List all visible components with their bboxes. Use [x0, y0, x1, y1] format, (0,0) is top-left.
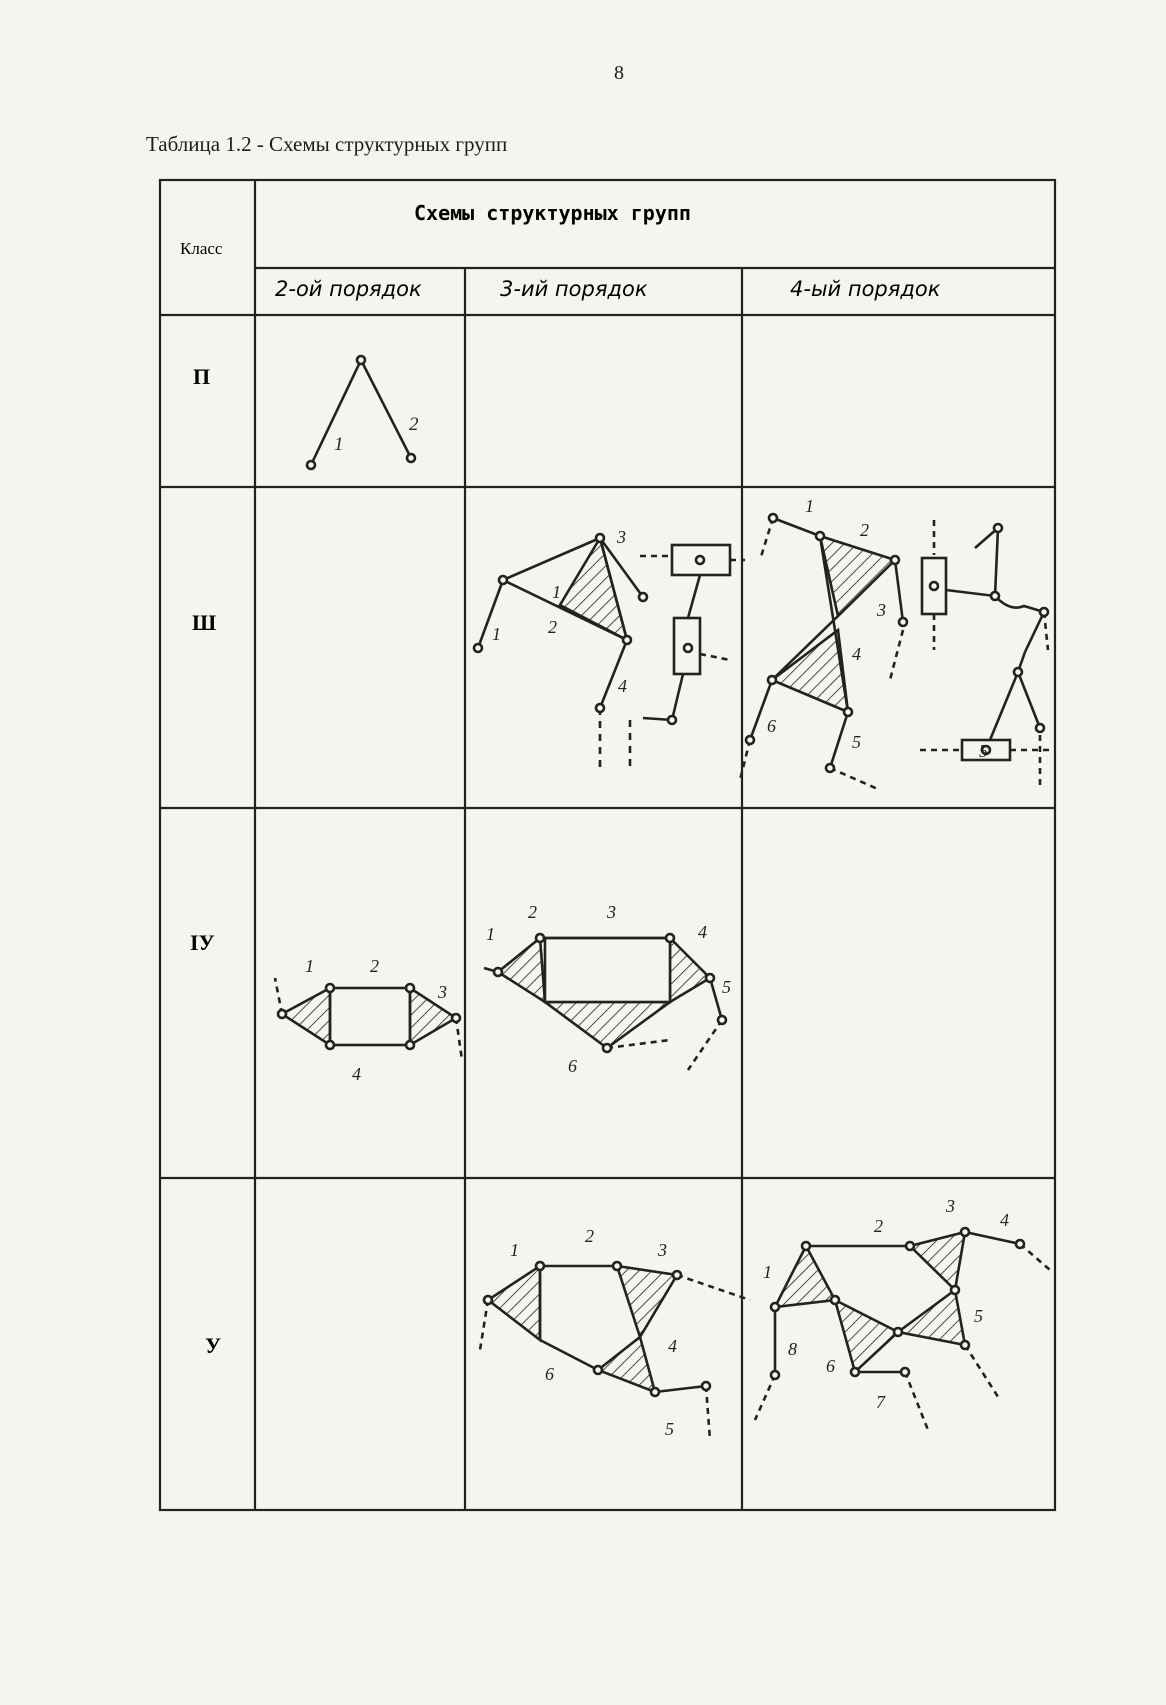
- link-label: 2: [548, 617, 557, 637]
- link-label: 2: [370, 956, 379, 976]
- link-label: 3: [877, 600, 886, 620]
- diagram-class5-order4: [755, 1228, 1050, 1430]
- link-label: 4: [668, 1336, 677, 1356]
- link-label: 4: [1000, 1210, 1009, 1230]
- link-label: 4: [618, 676, 627, 696]
- link-label: 3: [607, 902, 616, 922]
- link-label: 2: [585, 1226, 594, 1246]
- link-label: 3: [946, 1196, 955, 1216]
- link-label: 1: [763, 1262, 772, 1282]
- table-grid: [160, 180, 1055, 1510]
- link-label: 6: [568, 1056, 577, 1076]
- table-caption: Таблица 1.2 - Схемы структурных групп: [146, 132, 508, 156]
- class-label-2: П: [193, 364, 211, 389]
- diagram-class5-order3: [480, 1262, 750, 1440]
- link-label: 4: [352, 1064, 361, 1084]
- diagram-class3-order3: [474, 534, 745, 770]
- link-label: 5: [852, 732, 861, 752]
- link-label: 4: [698, 922, 707, 942]
- link-label: 3: [617, 527, 626, 547]
- link-label: 1: [305, 956, 314, 976]
- link-label: 3: [658, 1240, 667, 1260]
- order-header-4: 4-ый порядок: [790, 277, 941, 301]
- diagram-class4-order3: [484, 934, 726, 1070]
- link-label: 8: [788, 1339, 797, 1359]
- link-label: 6: [767, 716, 776, 736]
- link-label: 1: [492, 624, 501, 644]
- link-label: 4: [852, 644, 861, 664]
- link-label: 3: [438, 982, 447, 1002]
- link-label: 2: [874, 1216, 883, 1236]
- link-label: 5: [665, 1419, 674, 1439]
- link-label: 2: [528, 902, 537, 922]
- link-label: 5: [974, 1306, 983, 1326]
- class-header: Класс: [180, 239, 223, 258]
- link-label: 1: [552, 582, 561, 602]
- link-label: 5: [979, 741, 988, 761]
- class-label-5: У: [205, 1333, 222, 1358]
- link-label: 1: [510, 1240, 519, 1260]
- page-number: 8: [614, 62, 624, 84]
- link-label: 2: [860, 520, 869, 540]
- link-label: 6: [826, 1356, 835, 1376]
- link-label: 7: [876, 1392, 885, 1412]
- order-header-3: 3-ий порядок: [500, 277, 648, 301]
- diagram-class2-order2: [307, 356, 415, 469]
- link-label: 1: [805, 496, 814, 516]
- class-label-4: IУ: [190, 930, 215, 955]
- diagram-class3-order4: [740, 514, 1050, 790]
- link-label: 5: [722, 977, 731, 997]
- diagram-class4-order2: [275, 978, 462, 1060]
- link-label: 2: [409, 414, 419, 435]
- link-label: 1: [486, 924, 495, 944]
- link-label: 1: [334, 434, 344, 455]
- link-label: 6: [545, 1364, 554, 1384]
- class-label-3: Ш: [192, 610, 217, 635]
- order-header-2: 2-ой порядок: [275, 277, 422, 301]
- schemes-header: Схемы структурных групп: [414, 201, 691, 225]
